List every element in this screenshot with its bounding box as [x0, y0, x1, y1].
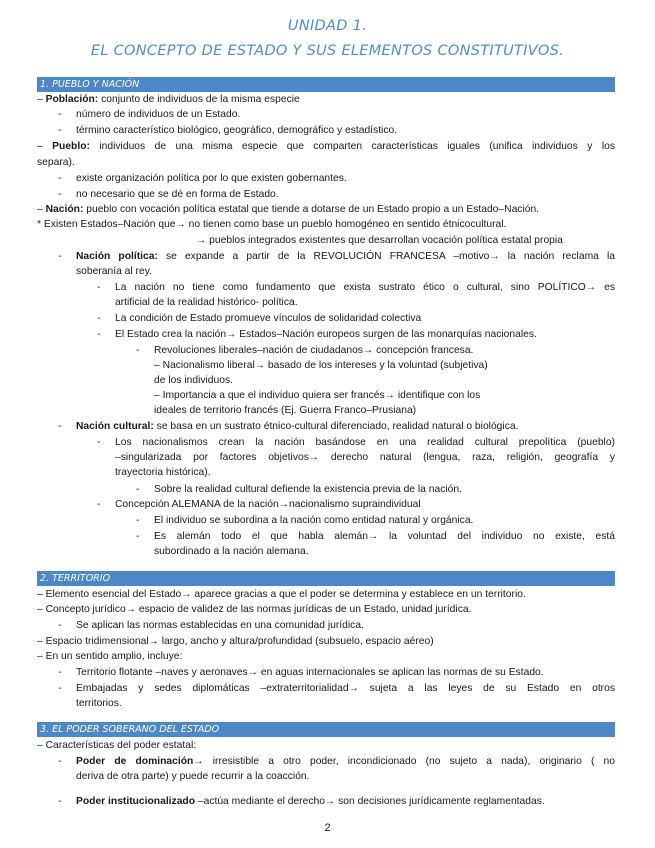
nc-bullet-1-cont: –singularizada por factores objetivos→ derecho natural (lengua, raza, religión, geografía y — [115, 452, 615, 463]
pueblo-term: Pueblo: — [52, 141, 90, 152]
nacion-politica-definition: se expande a partir de la REVOLUCIÓN FRANCESA –motivo→ la nación reclama la — [157, 251, 615, 262]
bullet-dash: - — [58, 173, 62, 184]
poder-line-1: – Características del poder estatal: — [37, 740, 197, 751]
territorio-line-1: – Elemento esencial del Estado→ aparece gracias a que el poder se determina y establece en un territorio. — [37, 589, 526, 600]
territorio-bullet-2: Territorio flotante –naves y aeronaves→ en aguas internacionales se aplican las normas de su Estado. — [76, 667, 544, 678]
poblacion-bullet-2: término característico biológico, geográfico, demográfico y estadístico. — [76, 125, 398, 136]
territorio-bullet-3-cont: territorios. — [76, 698, 122, 709]
nacion-definition: pueblo con vocación política estatal que tiende a dotarse de un Estado propio a un Estado–Nación. — [83, 204, 540, 215]
np-sub-2: – Nacionalismo liberal→ basado de los intereses y la voluntad (subjetiva) — [154, 360, 488, 371]
bullet-dash: - — [58, 683, 62, 694]
unit-title: UNIDAD 1. — [287, 18, 368, 34]
existen-line-1: * Existen Estados–Nación que→ no tienen como base un pueblo homogéneo en sentido étnicocultural. — [37, 219, 507, 230]
bullet-dash: - — [58, 109, 62, 120]
territorio-bullet-1: Se aplican las normas establecidas en una comunidad jurídica. — [76, 620, 364, 631]
bullet-dash: - — [58, 620, 62, 631]
page-number: 2 — [324, 822, 331, 834]
nacion-cultural-line — [76, 420, 518, 434]
bullet-dash: - — [97, 437, 101, 448]
poder-dominacion-cont: deriva de otra parte) y puede recurrir a la coacción. — [76, 771, 310, 782]
nacion-term: Nación: — [45, 204, 84, 215]
np-bullet-2: La condición de Estado promueve vínculos de solidaridad colectiva — [115, 313, 422, 324]
poblacion-line — [37, 93, 300, 107]
nc-sub-3-cont: subordinado a la nación alemana. — [154, 546, 309, 557]
pueblo-definition-cont: separa). — [37, 157, 75, 168]
poblacion-bullet-1: número de individuos de un Estado. — [76, 109, 241, 120]
poder-dominacion-term: Poder de dominación — [76, 756, 194, 767]
bullet-dash: - — [58, 251, 62, 262]
pueblo-bullet-1: existe organización política por lo que existen gobernantes. — [76, 173, 347, 184]
bullet-dash: - — [136, 484, 140, 495]
np-bullet-1-cont: artificial de la realidad histórico- política. — [115, 297, 298, 308]
territorio-line-2: – Concepto jurídico→ espacio de validez de las normas jurídicas de un Estado, unidad jurídica. — [37, 604, 472, 615]
unit-subtitle: EL CONCEPTO DE ESTADO Y SUS ELEMENTOS CONSTITUTIVOS. — [90, 43, 565, 59]
nacion-cultural-term: Nación cultural: — [76, 421, 154, 432]
bullet-dash: - — [136, 345, 140, 356]
poder-dominacion-definition: → irresistible a otro poder, incondicionado (no sujeto a nada), originario ( no — [193, 756, 615, 767]
nc-sub-3: Es alemán todo el que habla alemán→ la voluntad del individuo no existe, está — [154, 531, 615, 542]
existen-line-2: → pueblos integrados existentes que desarrollan vocación política estatal propia — [196, 235, 563, 246]
poblacion-term: Población: — [45, 94, 99, 105]
nacion-politica-definition-cont: soberanía al rey. — [76, 266, 152, 277]
pueblo-bullet-2: no necesario que se dé en forma de Estado. — [76, 189, 279, 200]
section-header-territorio: 2. TERRITORIO — [37, 571, 615, 586]
pueblo-line — [37, 140, 615, 154]
np-sub-3-cont: ideales de territorio francés (Ej. Guerra Franco–Prusiana) — [154, 405, 417, 416]
np-sub-3: – Importancia a que el individuo quiera ser francés→ identifique con los — [154, 390, 481, 401]
bullet-dash: - — [58, 796, 62, 807]
nc-sub-2: El individuo se subordina a la nación como entidad natural y orgánica. — [154, 515, 474, 526]
bullet-dash: - — [136, 531, 140, 542]
bullet-dash: - — [58, 756, 62, 767]
bullet-dash: - — [97, 282, 101, 293]
territorio-line-3: – Espacio tridimensional→ largo, ancho y altura/profundidad (subsuelo, espacio aéreo) — [37, 636, 434, 647]
section-header-poder-soberano: 3. EL PODER SOBERANO DEL ESTADO — [37, 722, 615, 737]
bullet-dash: - — [97, 499, 101, 510]
section-header-pueblo-nacion: 1. PUEBLO Y NACIÓN — [37, 77, 615, 92]
bullet-dash: - — [58, 189, 62, 200]
bullet-dash: - — [58, 421, 62, 432]
bullet-dash: - — [97, 313, 101, 324]
nc-sub-1: Sobre la realidad cultural defiende la existencia previa de la nación. — [154, 484, 462, 495]
bullet-dash: - — [58, 667, 62, 678]
territorio-bullet-3: Embajadas y sedes diplomáticas –extraterritorialidad→ sujeta a las leyes de su Estado en otros — [76, 683, 615, 694]
poder-dominacion-line — [76, 755, 615, 769]
pueblo-definition: individuos de una misma especie que comparten características iguales (unifica individuos y los — [89, 141, 615, 152]
np-sub-1: Revoluciones liberales–nación de ciudadanos→ concepción francesa. — [154, 345, 474, 356]
nacion-cultural-definition: se basa en un sustrato étnico-cultural diferenciado, realidad natural o biológica. — [153, 421, 519, 432]
dash: – — [37, 94, 43, 105]
nc-bullet-1: Los nacionalismos crean la nación basándose en una realidad cultural prepolítica (pueblo) — [115, 437, 615, 448]
nacion-politica-term: Nación política: — [76, 251, 158, 262]
np-bullet-3: El Estado crea la nación→ Estados–Nación europeos surgen de las monarquías nacionales. — [115, 329, 537, 340]
nc-bullet-1-cont2: trayectoria histórica). — [115, 467, 211, 478]
poder-institucionalizado-term: Poder institucionalizado — [76, 796, 195, 807]
bullet-dash: - — [97, 329, 101, 340]
dash: – — [37, 141, 43, 152]
poder-institucionalizado-definition: –actúa mediante el derecho→ son decisiones jurídicamente reglamentadas. — [195, 796, 545, 807]
poblacion-definition: conjunto de individuos de la misma especie — [98, 94, 300, 105]
nc-bullet-2: Concepción ALEMANA de la nación→nacionalismo supraindividual — [115, 499, 421, 510]
nacion-politica-line — [76, 250, 615, 264]
np-sub-2-cont: de los individuos. — [154, 375, 233, 386]
bullet-dash: - — [136, 515, 140, 526]
bullet-dash: - — [58, 125, 62, 136]
nacion-line — [37, 203, 539, 217]
territorio-line-4: – En un sentido amplio, incluye: — [37, 651, 183, 662]
dash: – — [37, 204, 43, 215]
np-bullet-1: La nación no tiene como fundamento que exista sustrato ético o cultural, sino POLÍTICO→ es — [115, 282, 615, 293]
poder-institucionalizado-line — [76, 795, 545, 809]
